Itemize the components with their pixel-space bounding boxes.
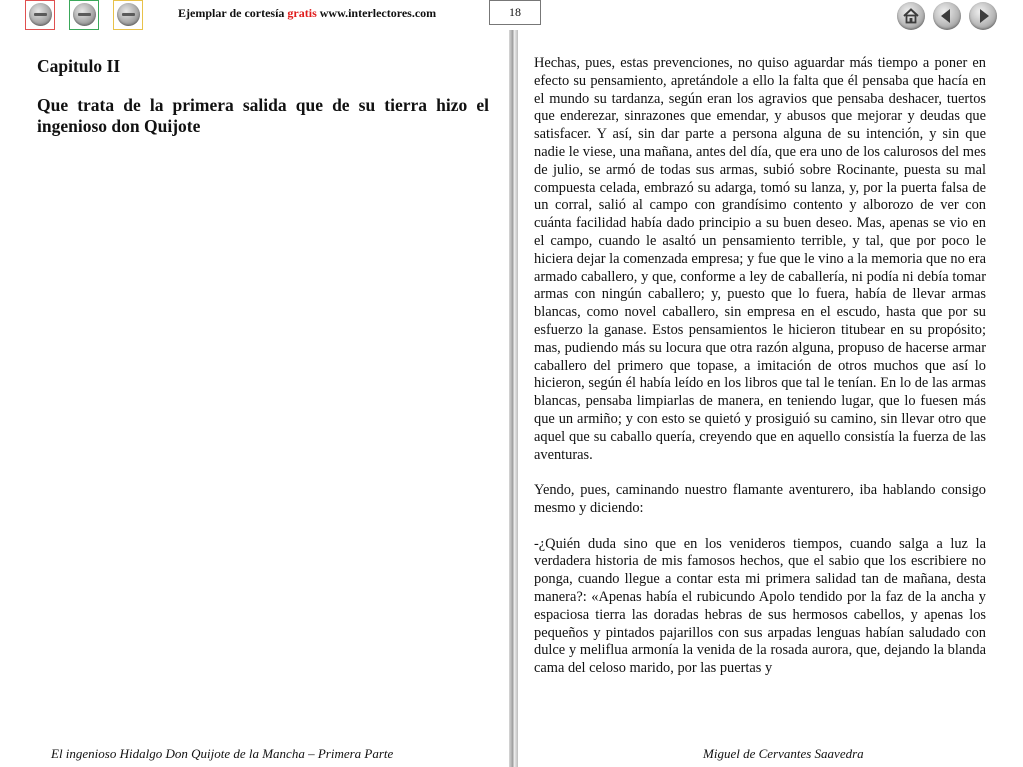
chapter-subtitle: Que trata de la primera salida que de su tierra hizo el ingenioso don Quijote bbox=[37, 95, 489, 136]
right-page-text bbox=[534, 55, 986, 700]
paragraph: -¿Quién duda sino que en los venideros tiempos, cuando salga a luz la verdadera historia de mis famosos hechos, que el sabio que los escribiere no ponga, cuando llegue a contar esta mi primera salidad tan de mañana, desta manera?: «Apenas había el rubicundo Apolo tendido por la faz de la ancha y espaciosa tierra las doradas hebras de sus hermosos cabellos, y apenas los pequeños y pintados pajarillos con sus arpadas lenguas habían saludado con dulce y meliflua armonía la venida de la rosada aurora, que, dejando la blanda cama del celoso marido, por las puertas y bbox=[534, 535, 986, 677]
red-minus-button[interactable] bbox=[25, 0, 55, 30]
courtesy-gratis: gratis bbox=[287, 6, 317, 20]
minus-icon bbox=[117, 3, 140, 26]
green-minus-button[interactable] bbox=[69, 0, 99, 30]
arrow-right-icon bbox=[969, 2, 997, 30]
home-button[interactable] bbox=[897, 2, 925, 30]
minus-icon bbox=[73, 3, 96, 26]
courtesy-banner bbox=[178, 6, 436, 21]
footer-author: Miguel de Cervantes Saavedra bbox=[703, 746, 864, 761]
chapter-title: Capitulo II bbox=[37, 56, 121, 76]
courtesy-prefix: Ejemplar de cortesía bbox=[178, 6, 285, 20]
yellow-minus-button[interactable] bbox=[113, 0, 143, 30]
paragraph: Hechas, pues, estas prevenciones, no quiso aguardar más tiempo a poner en efecto su pensamiento, apretándole a ello la falta que él pensaba que hacía en el mundo su tardanza, según eran los agravios que pensaba deshacer, tuertos que enderezar, sinrazones que emendar, y abusos que mejorar y deudas que satisfacer. Y así, sin dar parte a persona alguna de su intención, y sin que nadie le viese, una mañana, antes del día, que era uno de los calurosos del mes de julio, se armó de todas sus armas, subió sobre Rocinante, puesta su mal compuesta celada, embrazó su adarga, tomó su lanza, y, por la puerta falsa de un corral, salió al campo con grandísimo contento y alborozo de ver con cuánta facilidad había dado principio a su buen deseo. Mas, apenas se vio en el campo, cuando le asaltó un pensamiento terrible, y tal, que por poco le hiciera dejar la comenzada empresa; y fue que le vino a la memoria que no era armado caballero, y que, conforme a ley de caballería, ni podía ni debía tomar armas con ningún caballero; y, puesto que lo fuera, había de llevar armas blancas, como novel caballero, sin empresa en el escudo, hasta que por su esfuerzo la ganase. Estos pensamientos le hicieron titubear en su propósito; mas, pudiendo más su locura que otra razón alguna, propuso de hacerse armar caballero del primero que topase, a imitación de otros muchos que así lo hicieron, según él había leído en los libros que tal le tenían. En lo de las armas blancas, pensaba limpiarlas de manera, en teniendo lugar, que lo fuesen más que un armiño; y con esto se quietó y prosiguió su camino, sin llevar otro que aquel que su caballo quería, creyendo que en aquello consistía la fuerza de las aventuras. bbox=[534, 55, 986, 463]
page-number-field[interactable]: 18 bbox=[489, 0, 541, 25]
home-icon bbox=[897, 2, 925, 30]
footer-book-title: El ingenioso Hidalgo Don Quijote de la Mancha – Primera Parte bbox=[51, 746, 394, 761]
arrow-left-icon bbox=[933, 2, 961, 30]
courtesy-site-link[interactable]: www.interlectores.com bbox=[319, 6, 437, 20]
book-spine-divider bbox=[509, 30, 518, 767]
minus-icon bbox=[29, 3, 52, 26]
previous-page-button[interactable] bbox=[933, 2, 961, 30]
next-page-button[interactable] bbox=[969, 2, 997, 30]
paragraph: Yendo, pues, caminando nuestro flamante aventurero, iba hablando consigo mesmo y diciendo: bbox=[534, 482, 986, 516]
